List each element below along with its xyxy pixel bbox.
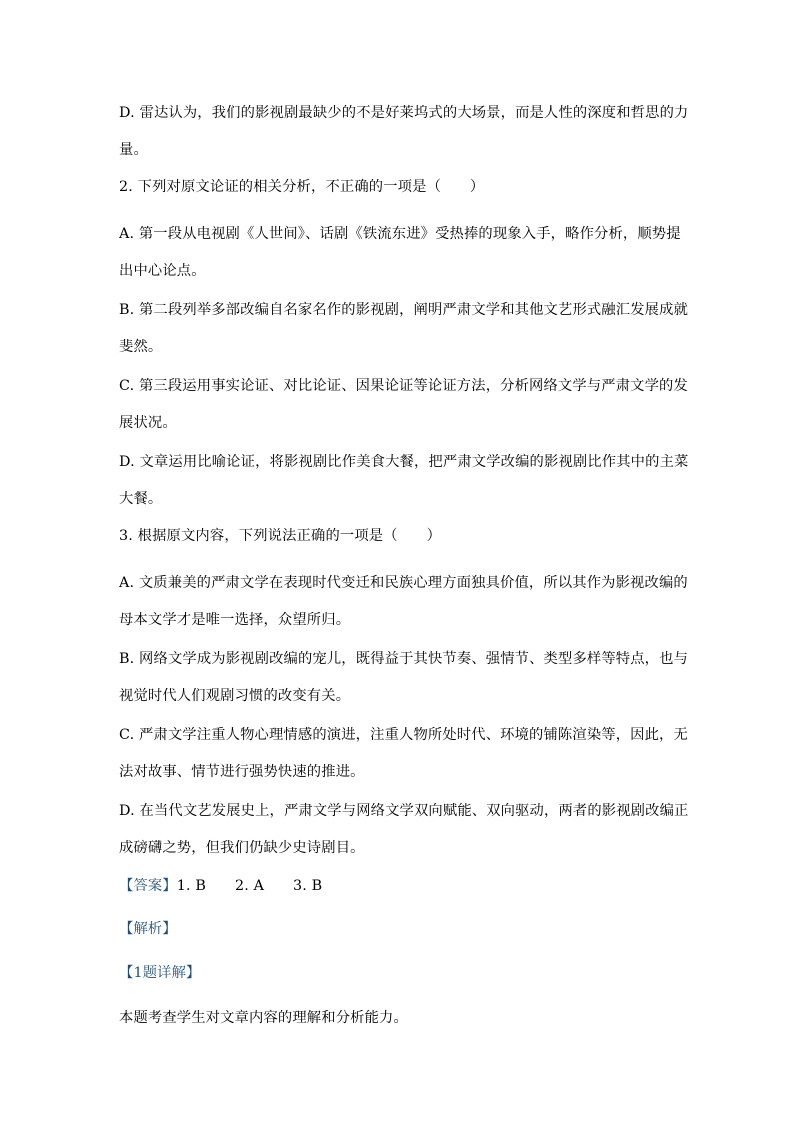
q2-option-d-line2: 大餐。	[119, 491, 163, 507]
q2-option-b-line2: 斐然。	[119, 339, 163, 355]
q3-option-b	[119, 641, 689, 715]
detail-text	[119, 1000, 679, 1037]
q3-option-c	[119, 717, 688, 791]
q2-option-b-line1: B. 第二段列举多部改编自名家名作的影视剧，阐明严肃文学和其他文艺形式融汇发展成就	[119, 302, 689, 318]
answer-line	[119, 868, 679, 905]
q2-stem-text: 2. 下列对原文论证的相关分析，不正确的一项是（ ）	[119, 179, 485, 195]
answer-text: 1. B 2. A 3. B	[176, 878, 323, 894]
q3-stem	[119, 518, 679, 555]
q2-option-a	[119, 216, 679, 290]
analysis-tag: 【解析】	[119, 921, 177, 937]
q3-stem-text: 3. 根据原文内容，下列说法正确的一项是（ ）	[119, 528, 442, 544]
q2-option-d-line1: D. 文章运用比喻论证，将影视剧比作美食大餐，把严肃文学改编的影视剧比作其中的主菜	[119, 454, 689, 470]
q3-option-d-line1: D. 在当代文艺发展史上，严肃文学与网络文学双向赋能、双向驱动，两者的影视剧改编正	[119, 803, 689, 819]
q3-option-a-line2: 母本文学才是唯一选择，众望所归。	[119, 612, 351, 628]
q2-option-c-line1: C. 第三段运用事实论证、对比论证、因果论证等论证方法，分析网络文学与严肃文学的发	[119, 378, 688, 394]
detail-tag: 【1题详解】	[119, 965, 201, 981]
q3-option-a-line1: A. 文质兼美的严肃文学在表现时代变迁和民族心理方面独具价值，所以其作为影视改编的	[119, 575, 688, 591]
detail-heading	[119, 955, 679, 992]
q3-option-b-line1: B. 网络文学成为影视剧改编的宠儿，既得益于其快节奏、强情节、类型多样等特点，也与	[119, 651, 689, 667]
q2-option-c	[119, 368, 688, 442]
q3-option-d-line2: 成磅礴之势，但我们仍缺少史诗剧目。	[119, 840, 365, 856]
answer-tag: 【答案】	[119, 878, 177, 894]
q3-option-a	[119, 565, 688, 639]
q1-option-d-line1: D. 雷达认为，我们的影视剧最缺少的不是好莱坞式的大场景，而是人性的深度和哲思的力	[119, 105, 689, 121]
q2-option-a-line2: 出中心论点。	[119, 263, 206, 279]
q2-stem	[119, 169, 679, 206]
q2-option-c-line2: 展状况。	[119, 415, 177, 431]
q3-option-c-line2: 法对故事、情节进行强势快速的推进。	[119, 764, 365, 780]
q3-option-c-line1: C. 严肃文学注重人物心理情感的演进，注重人物所处时代、环境的铺陈渲染等，因此，无	[119, 727, 688, 743]
analysis-heading	[119, 911, 679, 948]
q2-option-d	[119, 444, 689, 518]
q3-option-d	[119, 793, 689, 867]
q3-option-b-line2: 视觉时代人们观剧习惯的改变有关。	[119, 688, 351, 704]
q2-option-a-line1: A. 第一段从电视剧《人世间》、话剧《铁流东进》受热捧的现象入手，略作分析，顺势提	[119, 226, 681, 242]
q1-option-d-line2: 量。	[119, 142, 148, 158]
q2-option-b	[119, 292, 689, 366]
q1-option-d	[119, 95, 689, 169]
detail-text-line: 本题考查学生对文章内容的理解和分析能力。	[119, 1010, 408, 1026]
